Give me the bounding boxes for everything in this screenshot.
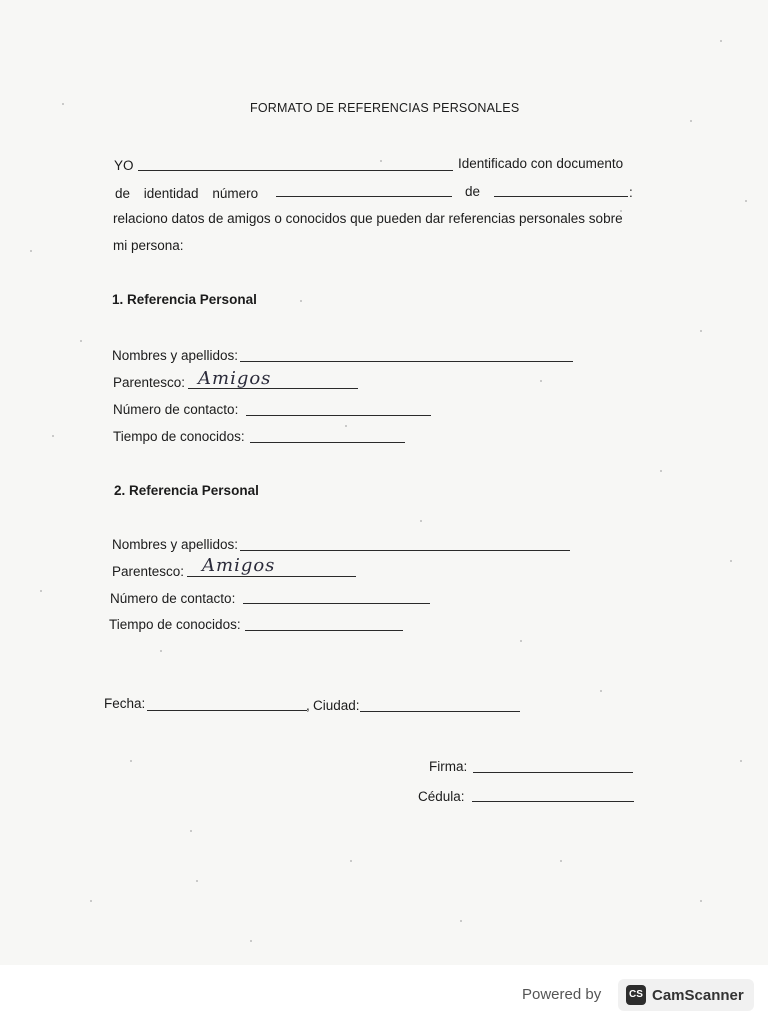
nombres-field-2[interactable] bbox=[240, 550, 570, 551]
de-label: de bbox=[465, 184, 481, 199]
fecha-field[interactable] bbox=[147, 710, 307, 711]
ciudad-label: Ciudad: bbox=[313, 698, 360, 713]
nombres-field-1[interactable] bbox=[240, 361, 573, 362]
parentesco-label-1: Parentesco: bbox=[113, 375, 186, 390]
camscanner-brand: CamScanner bbox=[652, 987, 744, 1004]
colon: : bbox=[629, 185, 633, 200]
documento-lugar-field[interactable] bbox=[494, 196, 628, 197]
nombres-label-2: Nombres y apellidos: bbox=[112, 537, 239, 552]
powered-by-text: Powered by bbox=[522, 986, 602, 1003]
yo-label: YO bbox=[114, 158, 134, 173]
form-title: FORMATO DE REFERENCIAS PERSONALES bbox=[250, 101, 520, 115]
ciudad-field[interactable] bbox=[360, 711, 520, 712]
numero-field-1[interactable] bbox=[246, 415, 431, 416]
reference-1-heading: 1. Referencia Personal bbox=[112, 292, 257, 307]
intro-line-4: mi persona: bbox=[113, 238, 184, 253]
parentesco-field-2[interactable] bbox=[187, 576, 356, 577]
numero-label-1: Número de contacto: bbox=[113, 402, 239, 417]
intro-line-3: relaciono datos de amigos o conocidos que pueden dar referencias personales sobre bbox=[113, 211, 623, 226]
tiempo-label-1: Tiempo de conocidos: bbox=[113, 429, 245, 444]
numero-label-2: Número de contacto: bbox=[110, 591, 236, 606]
numero-field-2[interactable] bbox=[243, 603, 430, 604]
cedula-field[interactable] bbox=[472, 801, 634, 802]
firma-field[interactable] bbox=[473, 772, 633, 773]
fecha-label: Fecha: bbox=[104, 696, 146, 711]
fecha-comma: , bbox=[306, 698, 310, 713]
documento-numero-field[interactable] bbox=[276, 196, 452, 197]
nombres-label-1: Nombres y apellidos: bbox=[112, 348, 239, 363]
tiempo-label-2: Tiempo de conocidos: bbox=[109, 617, 241, 632]
yo-field[interactable] bbox=[138, 170, 453, 171]
parentesco-label-2: Parentesco: bbox=[112, 564, 185, 579]
parentesco-value-2: Amigos bbox=[202, 555, 276, 576]
identidad-text: de identidad número bbox=[115, 186, 259, 201]
parentesco-value-1: Amigos bbox=[198, 368, 272, 389]
tiempo-field-1[interactable] bbox=[250, 442, 405, 443]
firma-label: Firma: bbox=[429, 759, 468, 774]
camscanner-icon: CS bbox=[626, 985, 646, 1005]
identificado-text: Identificado con documento bbox=[458, 156, 624, 171]
reference-2-heading: 2. Referencia Personal bbox=[114, 483, 259, 498]
cedula-label: Cédula: bbox=[418, 789, 465, 804]
tiempo-field-2[interactable] bbox=[245, 630, 403, 631]
